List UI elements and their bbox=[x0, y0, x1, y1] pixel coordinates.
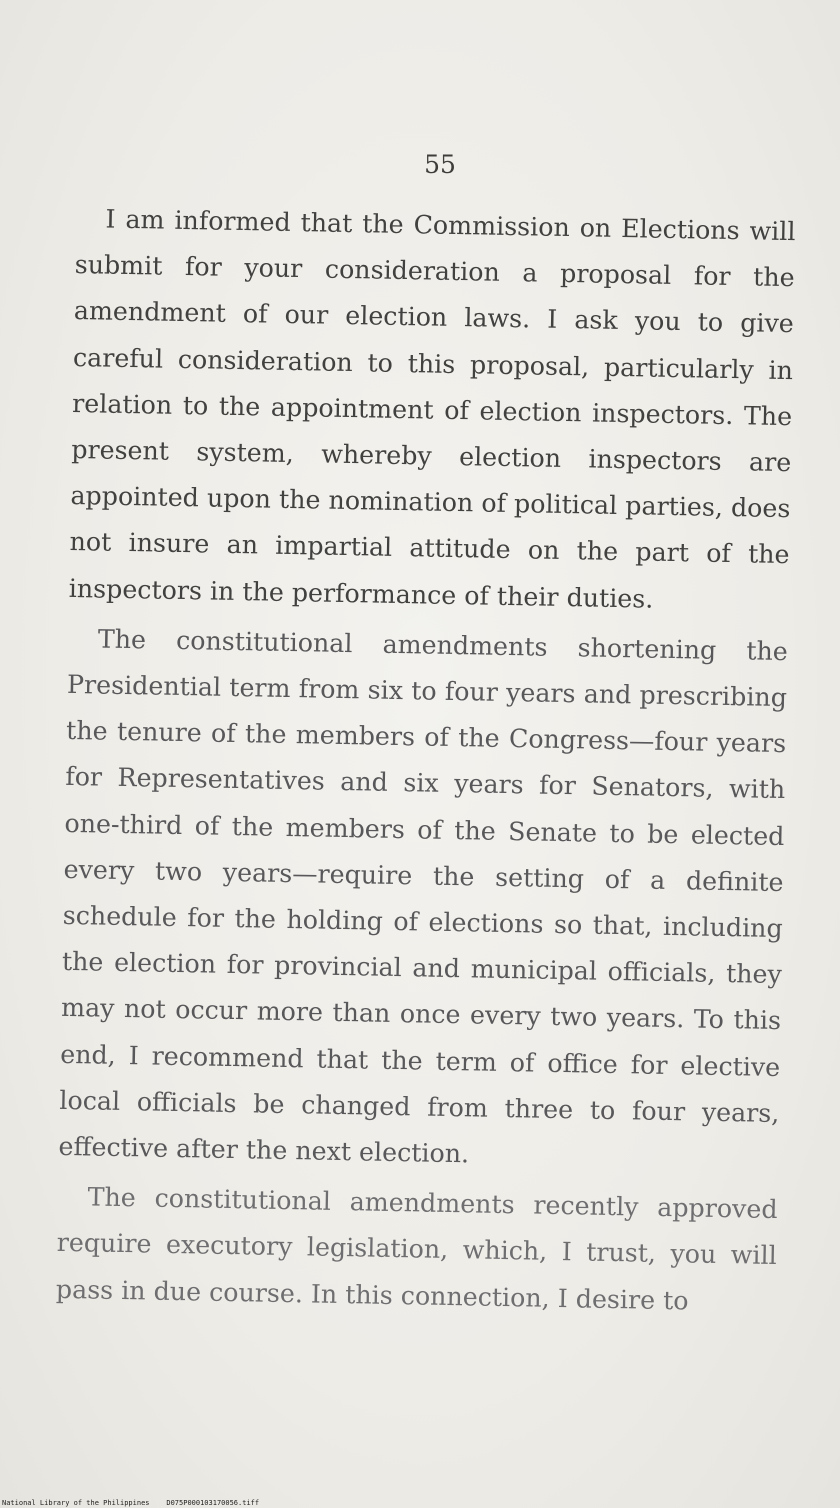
paragraph-election-inspectors: I am informed that the Commission on Elections will submit for your consideration a proposal for the amendment of our election laws. I ask you to give careful consideration to this proposal, particularly in relation to the appointment of election inspectors. The present system, whereby election inspectors are appointed upon the nomination of political parties, does not insure an impartial attitude on the part of the inspectors in the performance of their duties. bbox=[68, 204, 796, 614]
scan-footer bbox=[2, 1499, 259, 1507]
paragraph-executory-legislation: The constitutional amendments recently approved require executory legislation, which, I trust, you will pass in due course. In this connection, I desire to bbox=[55, 1182, 778, 1316]
footer-source: National Library of the Philippines bbox=[2, 1499, 150, 1507]
footer-filename: D075P000103170056.tiff bbox=[166, 1499, 260, 1507]
body-text bbox=[56, 196, 796, 1326]
page-number: 55 bbox=[424, 150, 456, 179]
paragraph-election-schedule: The constitutional amendments shortening the Presidential term from six to four years and prescribing the tenure of the members of the Congress—four years for Representatives and six years for Senators, with one-third of the members of the Senate to be elected every two years—require the setting of a definite schedule for the holding of elections so that, including the election for provincial and municipal officials, they may not occur more than once every two years. To this end, I recommend that the term of office for elective local officials be changed from three to four years, effective after the next election. bbox=[58, 624, 789, 1169]
